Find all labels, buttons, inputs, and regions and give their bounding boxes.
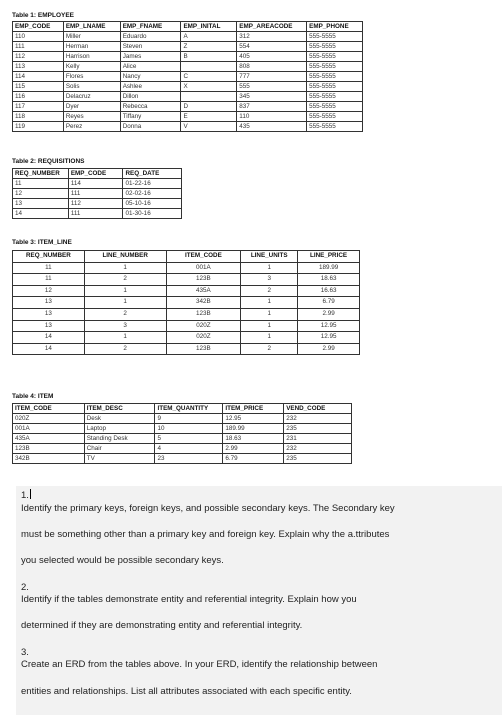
table-cell: Harrison (63, 52, 120, 62)
table-cell: 110 (13, 32, 64, 42)
table-cell: 118 (13, 112, 64, 122)
table-row (13, 199, 182, 209)
table-cell: 11 (13, 262, 85, 274)
table-row (13, 52, 363, 62)
column-header: EMP_CODE (13, 22, 64, 32)
table-cell: 001A (166, 262, 241, 274)
table-cell: 10 (155, 424, 223, 434)
table-row (13, 444, 352, 454)
table-cell: 555 (237, 82, 307, 92)
table-header-row (13, 251, 360, 263)
table-cell: 112 (68, 199, 123, 209)
table-row (13, 32, 363, 42)
table-cell: 12.95 (223, 414, 284, 424)
table-cell: 312 (237, 32, 307, 42)
column-header: ITEM_CODE (166, 251, 241, 263)
table-row (13, 179, 182, 189)
table-cell: 113 (13, 62, 64, 72)
question-1-line: you selected would be possible secondary keys. (21, 555, 224, 566)
table-cell: 189.99 (223, 424, 284, 434)
table-cell: Nancy (120, 72, 181, 82)
table-cell: 116 (13, 92, 64, 102)
table3-caption: Table 3: ITEM_LINE (12, 239, 72, 246)
table-cell: 12 (13, 189, 69, 199)
table-cell: 345 (237, 92, 307, 102)
table-cell: 01-30-16 (123, 209, 182, 219)
column-header: EMP_CODE (68, 169, 123, 179)
table-cell: 837 (237, 102, 307, 112)
table-cell: 05-10-16 (123, 199, 182, 209)
table-cell: 13 (13, 199, 69, 209)
table-cell: 123B (13, 444, 85, 454)
table-row (13, 297, 360, 309)
question-2-line: determined if they are demonstrating entity and referential integrity. (21, 620, 303, 631)
table-cell: 555-5555 (307, 52, 363, 62)
table-row (13, 112, 363, 122)
table-cell: 232 (284, 414, 352, 424)
table-cell: 2.99 (298, 308, 360, 320)
question-2-number: 2. (21, 582, 29, 593)
column-header: REQ_DATE (123, 169, 182, 179)
question-3-line: entities and relationships. List all attributes associated with each specific entity. (21, 686, 352, 697)
column-header: EMP_FNAME (120, 22, 181, 32)
table-row (13, 285, 360, 297)
table-cell: 1 (241, 320, 298, 332)
table-row (13, 414, 352, 424)
column-header: REQ_NUMBER (13, 251, 85, 263)
table-cell: 14 (13, 332, 85, 344)
table-cell: 4 (155, 444, 223, 454)
table-cell: 189.99 (298, 262, 360, 274)
table-cell: 13 (13, 308, 85, 320)
table-cell: 2 (84, 274, 166, 286)
column-header: EMP_INITAL (181, 22, 237, 32)
table-cell: 2 (84, 308, 166, 320)
table-cell: 5 (155, 434, 223, 444)
table-cell: TV (84, 454, 155, 464)
table-cell: Ashlee (120, 82, 181, 92)
table-cell: 235 (284, 454, 352, 464)
table-cell (181, 62, 237, 72)
table-cell: Herman (63, 42, 120, 52)
table-cell: A (181, 32, 237, 42)
table-cell: 12.95 (298, 332, 360, 344)
table-cell: 235 (284, 424, 352, 434)
question-3-number: 3. (21, 647, 29, 658)
table-cell: 435 (237, 122, 307, 132)
table-row (13, 434, 352, 444)
table-cell: Flores (63, 72, 120, 82)
table-cell: Kelly (63, 62, 120, 72)
table-cell: 6.79 (223, 454, 284, 464)
table-cell: 14 (13, 209, 69, 219)
table-cell: 13 (13, 297, 85, 309)
table-cell: 123B (166, 308, 241, 320)
table-cell: Rebecca (120, 102, 181, 112)
table-row (13, 332, 360, 344)
table-cell: X (181, 82, 237, 92)
table-cell: Donna (120, 122, 181, 132)
table-cell: 020Z (166, 332, 241, 344)
table-cell: 18.63 (298, 274, 360, 286)
table-cell: 11 (13, 179, 69, 189)
table-cell: D (181, 102, 237, 112)
table-cell: 111 (13, 42, 64, 52)
table-cell: Tiffany (120, 112, 181, 122)
table-row (13, 42, 363, 52)
table-row (13, 308, 360, 320)
table-row (13, 122, 363, 132)
table-cell: 112 (13, 52, 64, 62)
table-cell: Z (181, 42, 237, 52)
table-cell: 01-22-16 (123, 179, 182, 189)
table-cell: 232 (284, 444, 352, 454)
column-header: ITEM_QUANTITY (155, 404, 223, 414)
table-cell: 1 (84, 262, 166, 274)
table-row (13, 82, 363, 92)
column-header: LINE_PRICE (298, 251, 360, 263)
table-cell: 435A (166, 285, 241, 297)
table-cell: 3 (241, 274, 298, 286)
table-cell: 114 (13, 72, 64, 82)
table-cell: C (181, 72, 237, 82)
table-cell: 020Z (13, 414, 85, 424)
table-header-row (13, 404, 352, 414)
table-cell: 2.99 (223, 444, 284, 454)
column-header: EMP_LNAME (63, 22, 120, 32)
table-row (13, 424, 352, 434)
table-cell: Chair (84, 444, 155, 454)
column-header: ITEM_PRICE (223, 404, 284, 414)
column-header: ITEM_DESC (84, 404, 155, 414)
table-cell: Delacruz (63, 92, 120, 102)
table-cell: 115 (13, 82, 64, 92)
table-cell: 114 (68, 179, 123, 189)
table-cell: 554 (237, 42, 307, 52)
table-cell: V (181, 122, 237, 132)
table-cell: 111 (68, 209, 123, 219)
table-cell: Alice (120, 62, 181, 72)
table-row (13, 343, 360, 355)
table-cell: 342B (13, 454, 85, 464)
column-header: EMP_PHONE (307, 22, 363, 32)
table-cell: 2.99 (298, 343, 360, 355)
column-header: LINE_UNITS (241, 251, 298, 263)
table-cell: 23 (155, 454, 223, 464)
table-cell: 231 (284, 434, 352, 444)
column-header: EMP_AREACODE (237, 22, 307, 32)
table-cell: Dyer (63, 102, 120, 112)
table-cell: 3 (84, 320, 166, 332)
table-cell: 555-5555 (307, 122, 363, 132)
table-cell: 555-5555 (307, 62, 363, 72)
table-cell: 2 (241, 285, 298, 297)
table-cell: 1 (84, 297, 166, 309)
table-row (13, 72, 363, 82)
table-cell: 14 (13, 343, 85, 355)
table-row (13, 209, 182, 219)
table-cell: 342B (166, 297, 241, 309)
table-cell: 435A (13, 434, 85, 444)
table-cell: 1 (241, 308, 298, 320)
table-cell: 555-5555 (307, 82, 363, 92)
question-3-line: Create an ERD from the tables above. In your ERD, identify the relationship between (21, 659, 378, 670)
employee-table (12, 21, 363, 132)
table-cell: Laptop (84, 424, 155, 434)
item-table (12, 403, 352, 464)
table-cell: 123B (166, 343, 241, 355)
table-cell: 2 (241, 343, 298, 355)
column-header: VEND_CODE (284, 404, 352, 414)
table-cell: 18.63 (223, 434, 284, 444)
table-cell: 555-5555 (307, 102, 363, 112)
column-header: ITEM_CODE (13, 404, 85, 414)
table-cell: 405 (237, 52, 307, 62)
table-cell: 1 (84, 332, 166, 344)
table-cell: 555-5555 (307, 92, 363, 102)
table1-caption: Table 1: EMPLOYEE (12, 12, 75, 19)
requisitions-table (12, 168, 182, 219)
table-cell: Perez (63, 122, 120, 132)
table-cell: 6.79 (298, 297, 360, 309)
table-cell (181, 92, 237, 102)
table-cell: 555-5555 (307, 72, 363, 82)
table-row (13, 189, 182, 199)
table-cell: Dillon (120, 92, 181, 102)
table-cell: 1 (84, 285, 166, 297)
question-1-line: must be something other than a primary key and foreign key. Explain why the a.ttributes (21, 529, 390, 540)
table-row (13, 274, 360, 286)
question-1-number[interactable]: 1. (21, 489, 31, 501)
table-cell: 555-5555 (307, 42, 363, 52)
table-cell: 123B (166, 274, 241, 286)
table-cell: James (120, 52, 181, 62)
text-cursor (30, 489, 32, 499)
column-header: REQ_NUMBER (13, 169, 69, 179)
table-cell: 1 (241, 332, 298, 344)
table-cell: Desk (84, 414, 155, 424)
column-header: LINE_NUMBER (84, 251, 166, 263)
table-cell: 1 (241, 297, 298, 309)
table-cell: 13 (13, 320, 85, 332)
table-cell: 2 (84, 343, 166, 355)
table-row (13, 262, 360, 274)
table-cell: E (181, 112, 237, 122)
table-cell: 117 (13, 102, 64, 112)
table-cell: 777 (237, 72, 307, 82)
table4-caption: Table 4: ITEM (12, 393, 54, 400)
table-cell: Steven (120, 42, 181, 52)
table-cell: 001A (13, 424, 85, 434)
table-cell: 119 (13, 122, 64, 132)
table-cell: 9 (155, 414, 223, 424)
table2-caption: Table 2: REQUISITIONS (12, 158, 85, 165)
table-cell: B (181, 52, 237, 62)
item-line-table (12, 250, 360, 355)
table-row (13, 454, 352, 464)
table-cell: 111 (68, 189, 123, 199)
table-cell: 12.95 (298, 320, 360, 332)
table-row (13, 92, 363, 102)
table-cell: 02-02-16 (123, 189, 182, 199)
table-row (13, 62, 363, 72)
question-1-line: Identify the primary keys, foreign keys, and possible secondary keys. The Secondary key (21, 503, 395, 514)
table-cell: 1 (241, 262, 298, 274)
table-cell: 11 (13, 274, 85, 286)
table-cell: Standing Desk (84, 434, 155, 444)
table-cell: 110 (237, 112, 307, 122)
table-cell: 16.63 (298, 285, 360, 297)
table-cell: 555-5555 (307, 32, 363, 42)
table-cell: 555-5555 (307, 112, 363, 122)
table-header-row (13, 22, 363, 32)
table-header-row (13, 169, 182, 179)
table-cell: 12 (13, 285, 85, 297)
question-2-line: Identify if the tables demonstrate entity and referential integrity. Explain how you (21, 594, 357, 605)
table-cell: Solis (63, 82, 120, 92)
table-cell: 808 (237, 62, 307, 72)
table-row (13, 102, 363, 112)
table-cell: Eduardo (120, 32, 181, 42)
table-cell: Miller (63, 32, 120, 42)
table-cell: 020Z (166, 320, 241, 332)
table-cell: Reyes (63, 112, 120, 122)
table-row (13, 320, 360, 332)
